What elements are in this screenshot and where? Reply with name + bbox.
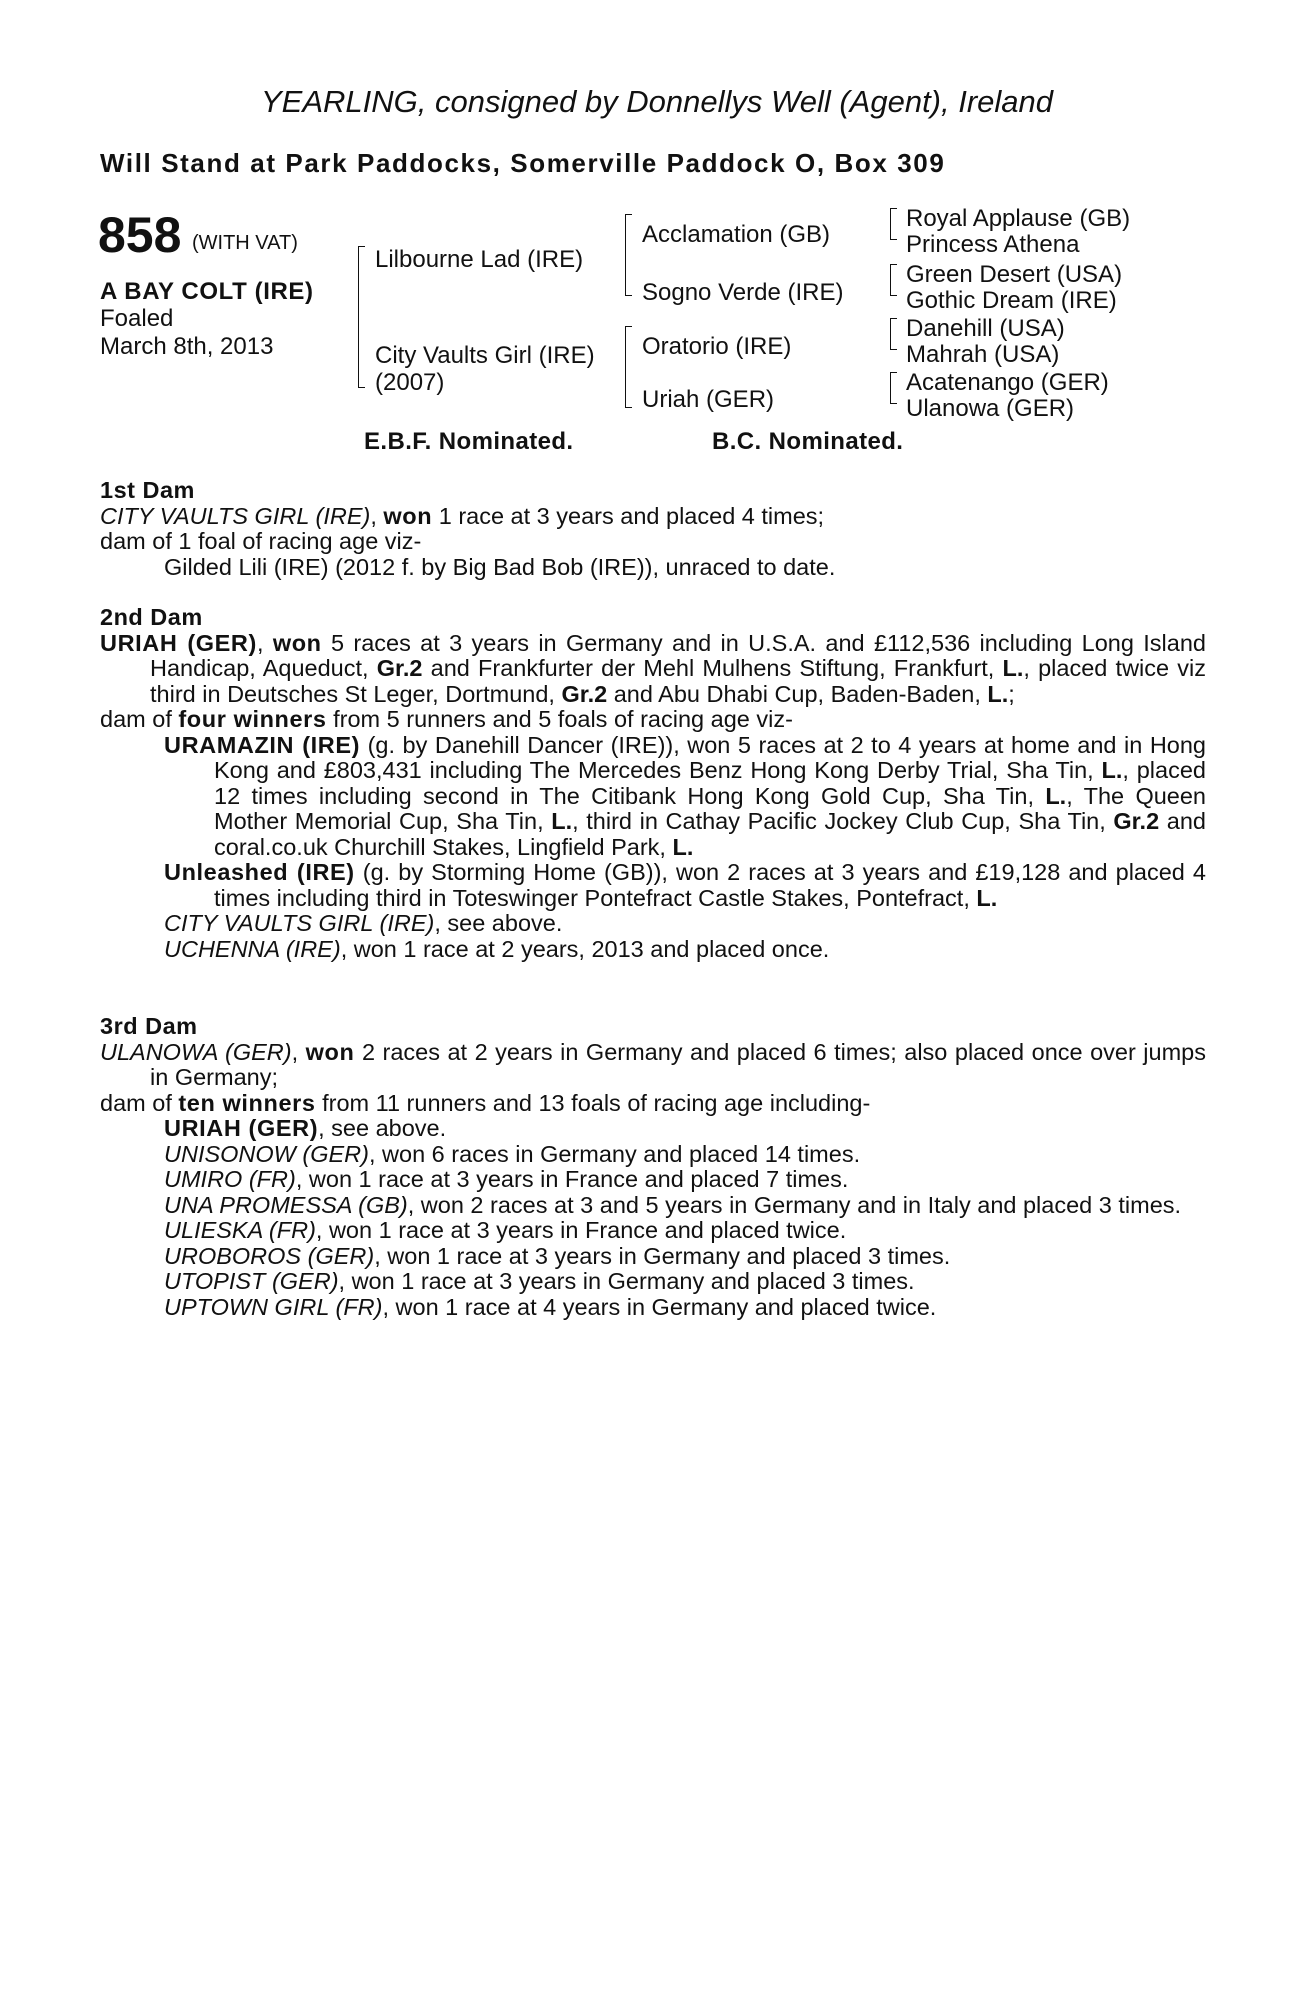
pedigree-brace (890, 264, 897, 296)
offspring-name: UTOPIST (GER) (164, 1268, 339, 1294)
offspring-name: UNA PROMESSA (GB) (164, 1191, 408, 1218)
dam-name: City Vaults Girl (IRE) (375, 342, 595, 369)
offspring-record: , won 1 race at 3 years in Germany and placed 3 times. (374, 1242, 951, 1269)
offspring-name: URAMAZIN (IRE) (164, 731, 361, 758)
offspring-entry (100, 1244, 1206, 1270)
dam-name: ULANOWA (GER) (100, 1038, 292, 1065)
g3-dam-dam-sire: Acatenango (GER) (906, 369, 1109, 396)
won-label: won (272, 629, 322, 656)
listed-label: L. (1002, 655, 1024, 681)
offspring-name: UNISONOW (GER) (164, 1140, 369, 1167)
offspring-record: , placed 12 times including second in The Citibank Hong Kong Gold Cup, Sha Tin, (214, 757, 1206, 809)
offspring-record: , won 1 race at 3 years in France and placed 7 times. (295, 1166, 849, 1192)
dam-name: URIAH (GER) (100, 629, 257, 656)
offspring-record: , won 1 race at 4 years in Germany and placed twice. (382, 1293, 937, 1320)
offspring-record: and coral.co.uk Churchill Stakes, Lingfield Park, (214, 808, 1206, 860)
listed-label: L. (672, 833, 694, 860)
ebf-nominated: E.B.F. Nominated. (364, 428, 574, 455)
offspring-record: (g. by Danehill Dancer (IRE)), won 5 races at 2 to 4 years at home and in Hong Kong and £803,431 including The Mercedes Benz Hong Kong Derby Trial, Sha Tin, (214, 731, 1206, 783)
pedigree-brace (625, 326, 632, 408)
listed-label: L. (976, 884, 998, 911)
g3-sire-sire-sire: Royal Applause (GB) (906, 205, 1131, 232)
winners-count: four winners (178, 706, 327, 732)
grade-label: Gr.2 (376, 655, 423, 681)
offspring-name: UROBOROS (GER) (164, 1242, 375, 1269)
offspring-entry (100, 733, 1206, 861)
offspring-name: UPTOWN GIRL (FR) (164, 1293, 383, 1320)
dam-name: CITY VAULTS GIRL (IRE) (100, 502, 371, 529)
record-text: 1 race at 3 years and placed 4 times; (432, 502, 825, 529)
first-dam-section (100, 478, 1206, 580)
record-text: 5 races at 3 years in Germany and in U.S.A. and £112,536 including Long Island Handicap, Aqueduct, (150, 629, 1206, 681)
offspring-name: UCHENNA (IRE) (164, 935, 341, 962)
listed-label: L. (1101, 757, 1123, 783)
offspring-record: (g. by Storming Home (GB)), won 2 races at 3 years and £19,128 and placed 4 times including third in Toteswinger Pontefract Castle Stakes, Pontefract, (214, 859, 1206, 911)
punctuation: ; (1008, 680, 1015, 707)
offspring-name: CITY VAULTS GIRL (IRE) (164, 910, 435, 936)
offspring-entry (100, 911, 1206, 937)
foaled-date: March 8th, 2013 (100, 333, 274, 360)
offspring-entry (100, 937, 1206, 963)
offspring-record: , won 1 race at 3 years in Germany and placed 3 times. (338, 1268, 915, 1294)
offspring-entry (100, 1116, 1206, 1142)
foaled-label: Foaled (100, 305, 174, 332)
listed-label: L. (987, 680, 1009, 707)
section-heading: 2nd Dam (100, 604, 203, 630)
stand-location: Will Stand at Park Paddocks, Somerville Paddock O, Box 309 (100, 148, 946, 178)
dam-of-line: dam of 1 foal of racing age viz- (100, 528, 422, 554)
offspring-entry (100, 1295, 1206, 1321)
dam-of-text: from 5 runners and 5 foals of racing age viz- (326, 706, 793, 732)
offspring-record: , third in Cathay Pacific Jockey Club Cup, Sha Tin, (572, 808, 1114, 834)
listed-label: L. (1045, 782, 1067, 809)
dam-of-line (100, 707, 1206, 733)
g3-sire-sire-dam: Princess Athena (906, 231, 1080, 258)
offspring-entry (100, 1269, 1206, 1295)
grade-label: Gr.2 (561, 680, 608, 707)
offspring-name: Unleashed (IRE) (164, 859, 355, 885)
g3-dam-sire-sire: Danehill (USA) (906, 315, 1065, 342)
dam-sire-name: Oratorio (IRE) (642, 333, 792, 360)
winners-count: ten winners (178, 1089, 316, 1116)
dam-record: ULANOWA (GER), won 2 races at 2 years in Germany and placed 6 times; also placed once over jumps in Germany; (100, 1038, 1206, 1090)
dam-dam-name: Uriah (GER) (642, 386, 775, 413)
section-heading: 1st Dam (100, 477, 195, 503)
pedigree-brace (890, 208, 897, 240)
dam-record: URIAH (GER), won 5 races at 3 years in Germany and in U.S.A. and £112,536 including Long Island Handicap, Aqueduct, Gr.2 and Frankfurter der Mehl Mulhens Stiftung, Frankfurt, L., placed twice viz third in Deutsches St Leger, Dortmund, Gr.2 and Abu Dhabi Cup, Baden-Baden, L.; (100, 629, 1206, 707)
lot-number: 858 (98, 207, 182, 263)
lot-description: A BAY COLT (IRE) (100, 278, 314, 305)
offspring-entry (100, 1193, 1206, 1219)
offspring-entry (100, 860, 1206, 911)
foal-entry: Gilded Lili (IRE) (2012 f. by Big Bad Bob (IRE)), unraced to date. (164, 553, 836, 580)
g3-dam-sire-dam: Mahrah (USA) (906, 341, 1060, 368)
offspring-entry (100, 1218, 1206, 1244)
pedigree-brace (625, 214, 632, 296)
sire-sire-name: Acclamation (GB) (642, 221, 831, 248)
won-label: won (383, 502, 433, 529)
record-text: , placed twice viz third in Deutsches St Leger, Dortmund, (150, 655, 1206, 707)
offspring-record: , The Queen Mother Memorial Cup, Sha Tin, (214, 782, 1207, 834)
g3-sire-dam-dam: Gothic Dream (IRE) (906, 287, 1117, 314)
offspring-record: , see above. (318, 1115, 447, 1141)
vat-note: (WITH VAT) (192, 232, 298, 254)
pedigree-brace (890, 372, 897, 404)
offspring-record: , won 6 races in Germany and placed 14 times. (368, 1140, 861, 1167)
offspring-entry (100, 1142, 1206, 1168)
offspring-record: , won 1 race at 3 years in France and placed twice. (315, 1217, 847, 1243)
pedigree-brace (358, 246, 365, 388)
section-heading: 3rd Dam (100, 1013, 198, 1039)
catalogue-title: YEARLING, consigned by Donnellys Well (Agent), Ireland (260, 84, 1054, 119)
g3-sire-dam-sire: Green Desert (USA) (906, 261, 1123, 288)
offspring-name: ULIESKA (FR) (164, 1217, 316, 1243)
record-text: 2 races at 2 years in Germany and placed 6 times; also placed once over jumps in Germany; (150, 1038, 1206, 1090)
dam-record: CITY VAULTS GIRL (IRE), won 1 race at 3 years and placed 4 times; (100, 502, 825, 529)
record-text: and Frankfurter der Mehl Mulhens Stiftung, Frankfurt, (422, 655, 1003, 681)
record-text: and Abu Dhabi Cup, Baden-Baden, (607, 680, 988, 707)
offspring-name: URIAH (GER) (164, 1115, 319, 1141)
offspring-name: UMIRO (FR) (164, 1166, 296, 1192)
offspring-record: , won 1 race at 2 years, 2013 and placed once. (340, 935, 830, 962)
won-label: won (305, 1038, 355, 1065)
dam-of-text: dam of (100, 1089, 179, 1116)
third-dam-section (100, 1014, 1206, 1320)
offspring-entry (100, 1167, 1206, 1193)
second-dam-section (100, 605, 1206, 962)
listed-label: L. (551, 808, 573, 834)
offspring-record: , won 2 races at 3 and 5 years in Germany and in Italy and placed 3 times. (407, 1191, 1182, 1218)
grade-label: Gr.2 (1113, 808, 1160, 834)
pedigree-brace (890, 318, 897, 350)
offspring-record: , see above. (434, 910, 563, 936)
dam-of-line (100, 1091, 1206, 1117)
sire-name: Lilbourne Lad (IRE) (375, 246, 584, 273)
dam-of-text: dam of (100, 706, 179, 732)
sire-dam-name: Sogno Verde (IRE) (642, 279, 844, 306)
dam-year: (2007) (375, 369, 445, 396)
g3-dam-dam-dam: Ulanowa (GER) (906, 395, 1075, 422)
dam-of-text: from 11 runners and 13 foals of racing age including- (315, 1089, 871, 1116)
bc-nominated: B.C. Nominated. (712, 428, 904, 455)
